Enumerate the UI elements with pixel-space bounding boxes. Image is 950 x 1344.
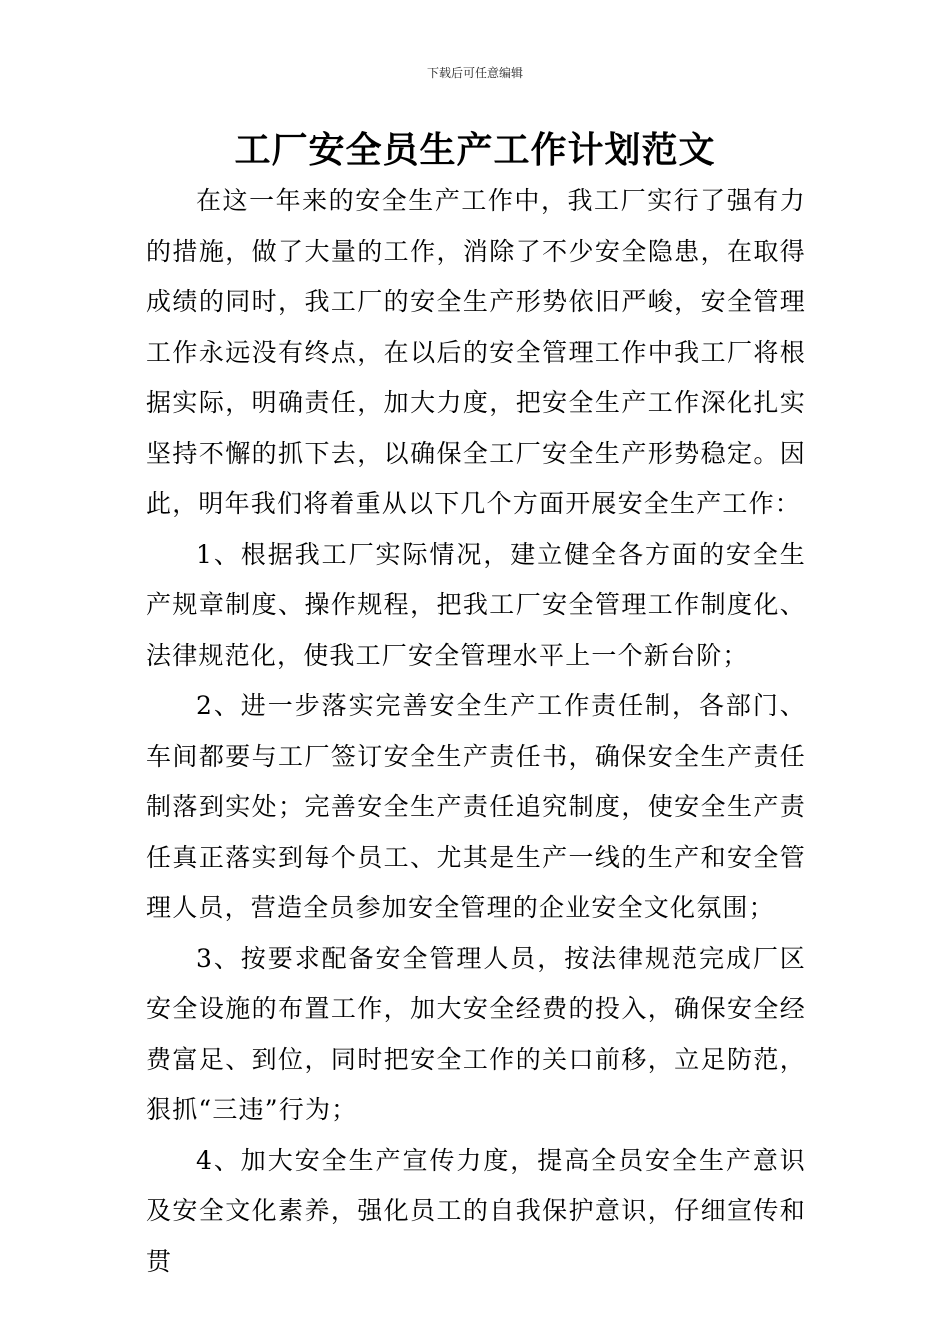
paragraph-item-4: 4、加大安全生产宣传力度，提高全员安全生产意识及安全文化素养，强化员工的自我保护意识，仔细宣传和贯 (146, 1145, 806, 1276)
paragraph-item-2: 2、进一步落实完善安全生产工作责任制，各部门、车间都要与工厂签订安全生产责任书，确保安全生产责任制落到实处；完善安全生产责任追究制度，使安全生产责任真正落实到每个员工、尤其是生产一线的生产和安全管理人员，营造全员参加安全管理的企业安全文化氛围； (146, 691, 806, 922)
document-title: 工厂安全员生产工作计划范文 (234, 130, 716, 171)
paragraph-item-1: 1、根据我工厂实际情况，建立健全各方面的安全生产规章制度、操作规程，把我工厂安全管理工作制度化、法律规范化，使我工厂安全管理水平上一个新台阶； (146, 539, 806, 670)
paragraph-intro: 在这一年来的安全生产工作中，我工厂实行了强有力的措施，做了大量的工作，消除了不少安全隐患，在取得成绩的同时，我工厂的安全生产形势依旧严峻，安全管理工作永远没有终点，在以后的安全管理工作中我工厂将根据实际，明确责任，加大力度，把安全生产工作深化扎实坚持不懈的抓下去，以确保全工厂安全生产形势稳定。因此，明年我们将着重从以下几个方面开展安全生产工作： (146, 186, 806, 518)
document-body (146, 176, 806, 1287)
paragraph-item-3: 3、按要求配备安全管理人员，按法律规范完成厂区安全设施的布置工作，加大安全经费的投入，确保安全经费富足、到位，同时把安全工作的关口前移，立足防范，狠抓“三违”行为； (146, 943, 806, 1124)
header-note: 下载后可任意编辑 (426, 66, 523, 80)
